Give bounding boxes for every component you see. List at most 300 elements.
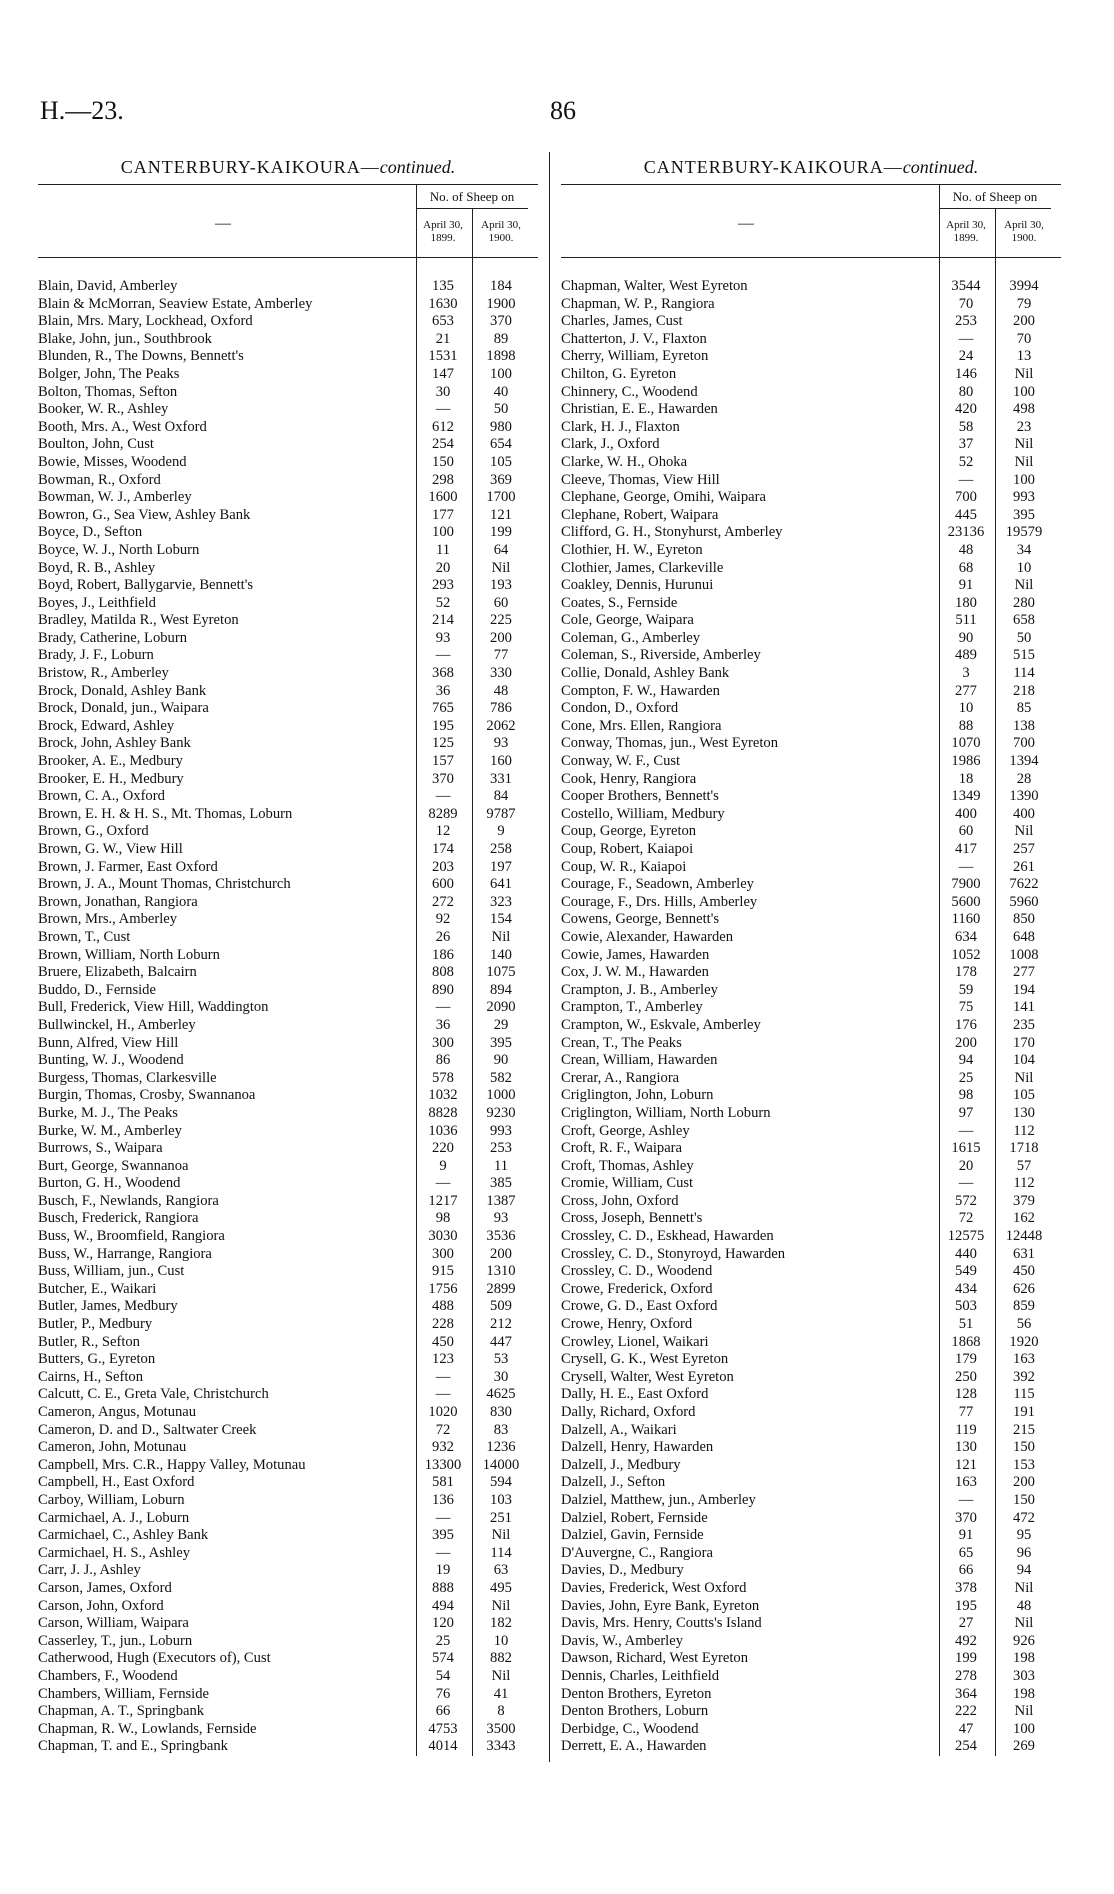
owner-name: Bolton, Thomas, Sefton <box>38 383 178 400</box>
sheep-1900: 235 <box>1013 1016 1035 1033</box>
table-row <box>561 1721 1061 1739</box>
owner-name: Boyce, D., Sefton <box>38 524 143 541</box>
sheep-1900: 3994 <box>1009 278 1039 294</box>
table-row <box>561 1105 1061 1123</box>
sheep-1900: Nil <box>1014 577 1034 594</box>
sheep-1900: 198 <box>1013 1685 1035 1702</box>
table-row <box>38 683 538 701</box>
sheep-1900: 9787 <box>486 805 516 822</box>
owner-name: Cairns, H., Sefton <box>38 1368 143 1385</box>
owner-name: Croft, George, Ashley <box>561 1122 690 1139</box>
sheep-1899: 70 <box>958 295 974 312</box>
owner-name: Dalziel, Robert, Fernside <box>561 1509 708 1526</box>
sheep-1899: 253 <box>955 313 977 330</box>
sheep-1900: 114 <box>490 1544 512 1561</box>
owner-name: Buddo, D., Fernside <box>38 981 156 998</box>
sheep-1899: 77 <box>958 1404 974 1420</box>
sheep-1900: 515 <box>1013 647 1035 664</box>
table-row <box>561 718 1061 736</box>
sheep-1900: 96 <box>1016 1544 1032 1561</box>
sheep-1899: 1868 <box>951 1333 981 1350</box>
sheep-1899: 378 <box>955 1579 977 1596</box>
sheep-1900: 225 <box>490 612 512 629</box>
sheep-1900: 1310 <box>486 1263 516 1280</box>
sheep-1900: 253 <box>490 1140 512 1157</box>
table-row <box>561 788 1061 806</box>
sheep-1899: 135 <box>432 278 454 294</box>
sheep-1900: 50 <box>1016 629 1032 646</box>
owner-name: Bradley, Matilda R., West Eyreton <box>38 612 239 629</box>
sheep-1899: 80 <box>958 383 974 400</box>
owner-name: Boyd, Robert, Ballygarvie, Bennett's <box>38 577 254 594</box>
owner-name: Cameron, John, Motunau <box>38 1439 187 1456</box>
sheep-1900: 9230 <box>486 1104 516 1121</box>
owner-name: Chambers, William, Fernside <box>38 1685 209 1702</box>
sheep-1900: 23 <box>1016 418 1032 435</box>
sheep-1900: 40 <box>493 383 509 400</box>
owner-name: Brown, J. Farmer, East Oxford <box>38 858 218 875</box>
sheep-1899: — <box>435 1544 451 1561</box>
sheep-1899: — <box>958 330 974 347</box>
table-row <box>561 1404 1061 1422</box>
owner-name: Coakley, Dennis, Hurunui <box>561 577 714 594</box>
sheep-1899: 120 <box>432 1615 454 1632</box>
sheep-1899: 4014 <box>428 1738 458 1755</box>
sheep-1900: 395 <box>490 1034 512 1051</box>
owner-name: Davies, Frederick, West Oxford <box>561 1579 747 1596</box>
sheep-1899: 21 <box>435 330 451 347</box>
table-row <box>38 841 538 859</box>
sheep-1899: 47 <box>958 1720 974 1737</box>
table-row <box>561 999 1061 1017</box>
owner-name: Chapman, A. T., Springbank <box>38 1703 205 1720</box>
sheep-1900: 594 <box>490 1474 512 1491</box>
sheep-1900: 1000 <box>486 1087 516 1104</box>
sheep-1899: 1036 <box>428 1122 458 1139</box>
owner-name: Boulton, John, Cust <box>38 436 154 453</box>
sheep-1900: 28 <box>1016 770 1032 787</box>
sheep-1899: 27 <box>958 1615 974 1632</box>
sheep-1899: 13300 <box>424 1456 462 1473</box>
table-row <box>561 1052 1061 1070</box>
name-column-header: — <box>738 215 754 232</box>
sheep-1899: 128 <box>955 1386 977 1403</box>
sheep-1900: 218 <box>1013 682 1035 699</box>
table-row <box>38 753 538 771</box>
sheep-1899: 1615 <box>951 1140 981 1157</box>
sheep-1900: 8 <box>497 1703 505 1720</box>
table-row <box>38 542 538 560</box>
table-row <box>38 630 538 648</box>
table-row <box>38 1386 538 1404</box>
sheep-1900: 100 <box>1013 471 1035 488</box>
sheep-1899: 440 <box>955 1245 977 1262</box>
sheep-count-header: No. of Sheep on <box>939 189 1051 209</box>
table-row <box>38 436 538 454</box>
owner-name: Cleeve, Thomas, View Hill <box>561 471 720 488</box>
sheep-1899: 98 <box>958 1087 974 1104</box>
sheep-1899: 179 <box>955 1351 977 1368</box>
table-body <box>38 258 538 1756</box>
owner-name: Campbell, H., East Oxford <box>38 1474 195 1491</box>
sheep-1900: 160 <box>490 753 512 770</box>
owner-name: Cox, J. W. M., Hawarden <box>561 964 709 981</box>
owner-name: Booker, W. R., Ashley <box>38 401 169 418</box>
sheep-1900: 100 <box>1013 383 1035 400</box>
sheep-1899: 765 <box>432 700 454 717</box>
sheep-1900: 63 <box>493 1562 509 1579</box>
sheep-1899: — <box>958 1491 974 1508</box>
sheep-1900: 3343 <box>486 1738 516 1755</box>
table-row <box>38 1580 538 1598</box>
sheep-1900: 980 <box>490 418 512 435</box>
sheep-1899: — <box>958 1122 974 1139</box>
owner-name: Burrows, S., Waipara <box>38 1140 163 1157</box>
owner-name: Cameron, D. and D., Saltwater Creek <box>38 1421 257 1438</box>
table-row <box>561 1527 1061 1545</box>
right-column <box>561 152 1061 1756</box>
sheep-1899: 1349 <box>951 788 981 805</box>
sheep-1899: 75 <box>958 999 974 1016</box>
owner-name: Busch, Frederick, Rangiora <box>38 1210 199 1227</box>
table-row <box>561 542 1061 560</box>
sheep-1900: 1390 <box>1009 788 1039 805</box>
sheep-1900: 56 <box>1016 1316 1032 1333</box>
sheep-1899: — <box>435 1509 451 1526</box>
sheep-1899: 511 <box>955 612 977 629</box>
owner-name: Brown, G., Oxford <box>38 823 149 840</box>
sheep-1899: 298 <box>432 471 454 488</box>
table-row <box>561 401 1061 419</box>
sheep-1899: 277 <box>955 682 977 699</box>
sheep-1899: 18 <box>958 770 974 787</box>
sheep-1899: 1217 <box>428 1192 458 1209</box>
table-row <box>38 1369 538 1387</box>
table-row <box>38 595 538 613</box>
table-row <box>38 507 538 525</box>
sheep-1900: 450 <box>1013 1263 1035 1280</box>
sheep-1899: — <box>435 1386 451 1403</box>
sheep-1899: 8289 <box>428 805 458 822</box>
table-row <box>38 278 538 296</box>
table-row <box>561 1439 1061 1457</box>
sheep-1900: 7622 <box>1009 876 1039 893</box>
table-row <box>561 1386 1061 1404</box>
sheep-1900: 199 <box>490 524 512 541</box>
sheep-1899: 220 <box>432 1140 454 1157</box>
table-row <box>561 1598 1061 1616</box>
table-row <box>38 647 538 665</box>
sheep-1900: 1898 <box>486 348 516 365</box>
sheep-1900: 9 <box>497 823 505 840</box>
owner-name: Crowley, Lionel, Waikari <box>561 1333 709 1350</box>
sheep-1899: 228 <box>432 1316 454 1333</box>
table-row <box>38 771 538 789</box>
sheep-1899: 653 <box>432 313 454 330</box>
owner-name: Dalzell, Henry, Hawarden <box>561 1439 714 1456</box>
sheep-1899: 24 <box>958 348 974 365</box>
sheep-1899: 25 <box>435 1632 451 1649</box>
table-row <box>38 454 538 472</box>
owner-name: Bruere, Elizabeth, Balcairn <box>38 964 197 981</box>
sheep-1899: 100 <box>432 524 454 541</box>
sheep-1899: 88 <box>958 717 974 734</box>
sheep-1900: 84 <box>493 788 509 805</box>
owner-name: Davies, John, Eyre Bank, Eyreton <box>561 1597 760 1614</box>
owner-name: Bowie, Misses, Woodend <box>38 453 187 470</box>
owner-name: Brock, Edward, Ashley <box>38 717 175 734</box>
table-row <box>38 735 538 753</box>
owner-name: Crossley, C. D., Eskhead, Hawarden <box>561 1228 774 1245</box>
sheep-1900: 379 <box>1013 1192 1035 1209</box>
owner-name: Clifford, G. H., Stonyhurst, Amberley <box>561 524 783 541</box>
owner-name: Blunden, R., The Downs, Bennett's <box>38 348 244 365</box>
sheep-1900: Nil <box>1014 365 1034 382</box>
table-row <box>561 1123 1061 1141</box>
sheep-1899: 72 <box>435 1421 451 1438</box>
table-row <box>38 1598 538 1616</box>
sheep-1900: 100 <box>490 365 512 382</box>
column-title: CANTERBURY-KAIKOURA—continued. <box>120 157 456 177</box>
owner-name: Burgess, Thomas, Clarkesville <box>38 1069 217 1086</box>
table-row <box>38 296 538 314</box>
sheep-1899: 121 <box>955 1456 977 1473</box>
sheep-1900: 112 <box>1013 1175 1035 1192</box>
owner-name: Clarke, W. H., Ohoka <box>561 453 688 470</box>
table-row <box>38 1457 538 1475</box>
year-1899-header: April 30, 1899. <box>946 219 986 244</box>
table-row <box>38 1210 538 1228</box>
column-title: CANTERBURY-KAIKOURA—continued. <box>643 157 979 177</box>
table-row <box>561 735 1061 753</box>
owner-name: Crysell, Walter, West Eyreton <box>561 1368 734 1385</box>
table-row <box>561 1351 1061 1369</box>
owner-name: Brooker, A. E., Medbury <box>38 753 183 770</box>
owner-name: Burke, M. J., The Peaks <box>38 1104 178 1121</box>
sheep-1900: 105 <box>490 453 512 470</box>
table-row <box>561 665 1061 683</box>
table-row <box>38 1527 538 1545</box>
sheep-1899: 370 <box>432 770 454 787</box>
owner-name: Carr, J. J., Ashley <box>38 1562 141 1579</box>
table-row <box>561 1615 1061 1633</box>
table-row <box>38 1105 538 1123</box>
owner-name: Crowe, Frederick, Oxford <box>561 1280 713 1297</box>
owner-name: Croft, Thomas, Ashley <box>561 1157 694 1174</box>
sheep-1900: 114 <box>1013 665 1035 682</box>
owner-name: Dalziel, Gavin, Fernside <box>561 1527 704 1544</box>
table-row <box>38 823 538 841</box>
sheep-1900: 153 <box>1013 1456 1035 1473</box>
sheep-1900: 184 <box>490 278 512 294</box>
sheep-1899: 199 <box>955 1650 977 1667</box>
sheep-1900: Nil <box>491 1667 511 1684</box>
page-code: H.—23. <box>40 96 124 125</box>
sheep-1899: 52 <box>435 594 451 611</box>
sheep-1899: 293 <box>432 577 454 594</box>
sheep-1899: 574 <box>432 1650 454 1667</box>
sheep-1899: 888 <box>432 1579 454 1596</box>
table-row <box>38 1351 538 1369</box>
owner-name: Denton Brothers, Loburn <box>561 1703 709 1720</box>
sheep-1899: 1032 <box>428 1087 458 1104</box>
owner-name: Boyd, R. B., Ashley <box>38 559 156 576</box>
owner-name: Carson, James, Oxford <box>38 1579 172 1596</box>
sheep-1899: 90 <box>958 629 974 646</box>
table-row <box>38 331 538 349</box>
sheep-1900: 212 <box>490 1316 512 1333</box>
table-row <box>561 841 1061 859</box>
sheep-1900: 70 <box>1016 330 1032 347</box>
sheep-1899: 91 <box>958 1527 974 1544</box>
owner-name: Criglington, William, North Loburn <box>561 1104 771 1121</box>
owner-name: Conway, W. F., Cust <box>561 753 681 770</box>
table-row <box>38 560 538 578</box>
sheep-1900: 331 <box>490 770 512 787</box>
table-row <box>561 278 1061 296</box>
sheep-1899: — <box>435 788 451 805</box>
owner-name: Crean, William, Hawarden <box>561 1052 718 1069</box>
sheep-1899: 549 <box>955 1263 977 1280</box>
sheep-1900: 3500 <box>486 1720 516 1737</box>
owner-name: Conway, Thomas, jun., West Eyreton <box>561 735 779 752</box>
sheep-1900: 993 <box>1013 489 1035 506</box>
table-row <box>38 1703 538 1721</box>
table-row <box>561 1492 1061 1510</box>
table-row <box>561 577 1061 595</box>
sheep-1900: 10 <box>493 1632 509 1649</box>
sheep-1899: — <box>958 1175 974 1192</box>
table-row <box>561 331 1061 349</box>
sheep-1900: 94 <box>1016 1562 1032 1579</box>
sheep-1899: 203 <box>432 858 454 875</box>
owner-name: Coup, George, Eyreton <box>561 823 697 840</box>
table-header <box>561 184 1061 258</box>
table-row <box>38 1087 538 1105</box>
sheep-1899: 52 <box>958 453 974 470</box>
table-row <box>38 348 538 366</box>
sheep-1900: 447 <box>490 1333 512 1350</box>
owner-name: Cameron, Angus, Motunau <box>38 1404 197 1420</box>
table-row <box>561 1210 1061 1228</box>
table-row <box>561 1228 1061 1246</box>
owner-name: Bowman, R., Oxford <box>38 471 161 488</box>
sheep-1900: 2062 <box>486 717 516 734</box>
table-row <box>38 1123 538 1141</box>
owner-name: Charles, James, Cust <box>561 313 683 330</box>
owner-name: Derrett, E. A., Hawarden <box>561 1738 707 1755</box>
sheep-1900: 191 <box>1013 1404 1035 1420</box>
table-row <box>38 964 538 982</box>
owner-name: Burgin, Thomas, Crosby, Swannanoa <box>38 1087 256 1104</box>
sheep-1900: 12448 <box>1005 1228 1043 1245</box>
sheep-1899: 23136 <box>947 524 985 541</box>
sheep-1899: 634 <box>955 928 977 945</box>
sheep-1899: 72 <box>958 1210 974 1227</box>
owner-name: Butler, P., Medbury <box>38 1316 153 1333</box>
sheep-1900: 303 <box>1013 1667 1035 1684</box>
sheep-1900: 90 <box>493 1052 509 1069</box>
owner-name: Brooker, E. H., Medbury <box>38 770 184 787</box>
sheep-1900: 385 <box>490 1175 512 1192</box>
table-row <box>561 947 1061 965</box>
sheep-1899: 400 <box>955 805 977 822</box>
owner-name: Bowman, W. J., Amberley <box>38 489 192 506</box>
table-row <box>561 595 1061 613</box>
sheep-1900: 658 <box>1013 612 1035 629</box>
table-row <box>38 876 538 894</box>
table-row <box>561 982 1061 1000</box>
sheep-1899: 123 <box>432 1351 454 1368</box>
owner-name: Butler, R., Sefton <box>38 1333 140 1350</box>
table-row <box>561 1035 1061 1053</box>
owner-name: Cowens, George, Bennett's <box>561 911 720 928</box>
owner-name: Chapman, R. W., Lowlands, Fernside <box>38 1720 257 1737</box>
owner-name: Boyce, W. J., North Loburn <box>38 541 200 558</box>
sheep-1900: 60 <box>493 594 509 611</box>
owner-name: Bullwinckel, H., Amberley <box>38 1016 196 1033</box>
table-row <box>561 1562 1061 1580</box>
sheep-1900: 89 <box>493 330 509 347</box>
sheep-1900: 19579 <box>1005 524 1043 541</box>
owner-name: Brown, T., Cust <box>38 928 131 945</box>
sheep-1900: Nil <box>1014 1069 1034 1086</box>
sheep-1899: 195 <box>955 1597 977 1614</box>
sheep-1899: 7900 <box>951 876 981 893</box>
sheep-1900: 498 <box>1013 401 1035 418</box>
sheep-1899: 600 <box>432 876 454 893</box>
sheep-1900: 5960 <box>1009 893 1039 910</box>
owner-name: Crowe, Henry, Oxford <box>561 1316 693 1333</box>
sheep-1900: 64 <box>493 541 509 558</box>
sheep-1899: 808 <box>432 964 454 981</box>
owner-name: Coup, W. R., Kaiapoi <box>561 858 687 875</box>
table-row <box>38 1633 538 1651</box>
sheep-1900: 30 <box>493 1368 509 1385</box>
sheep-1899: 420 <box>955 401 977 418</box>
sheep-1900: 13 <box>1016 348 1032 365</box>
sheep-1899: 1020 <box>428 1404 458 1420</box>
owner-name: Blain & McMorran, Seaview Estate, Amberley <box>38 295 313 312</box>
owner-name: Cross, Joseph, Bennett's <box>561 1210 703 1227</box>
sheep-1900: Nil <box>1014 823 1034 840</box>
sheep-1900: 77 <box>493 647 509 664</box>
owner-name: Crysell, G. K., West Eyreton <box>561 1351 729 1368</box>
sheep-1899: 1052 <box>951 946 981 963</box>
owner-name: Cowie, James, Hawarden <box>561 946 710 963</box>
table-row <box>561 630 1061 648</box>
sheep-1900: 395 <box>1013 506 1035 523</box>
sheep-1899: — <box>435 401 451 418</box>
owner-name: Brady, J. F., Loburn <box>38 647 154 664</box>
sheep-1900: Nil <box>1014 1703 1034 1720</box>
sheep-1899: — <box>435 1368 451 1385</box>
sheep-1899: 250 <box>955 1368 977 1385</box>
sheep-1900: 200 <box>490 629 512 646</box>
table-row <box>561 1070 1061 1088</box>
table-row <box>561 876 1061 894</box>
sheep-1899: 1600 <box>428 489 458 506</box>
sheep-1899: 364 <box>955 1685 977 1702</box>
owner-name: Courage, F., Seadown, Amberley <box>561 876 754 893</box>
sheep-1899: 11 <box>435 541 451 558</box>
table-row <box>38 366 538 384</box>
table-row <box>561 647 1061 665</box>
sheep-1900: 48 <box>493 682 509 699</box>
sheep-1899: 572 <box>955 1192 977 1209</box>
sheep-1900: 29 <box>493 1016 509 1033</box>
sheep-1899: 119 <box>955 1421 977 1438</box>
